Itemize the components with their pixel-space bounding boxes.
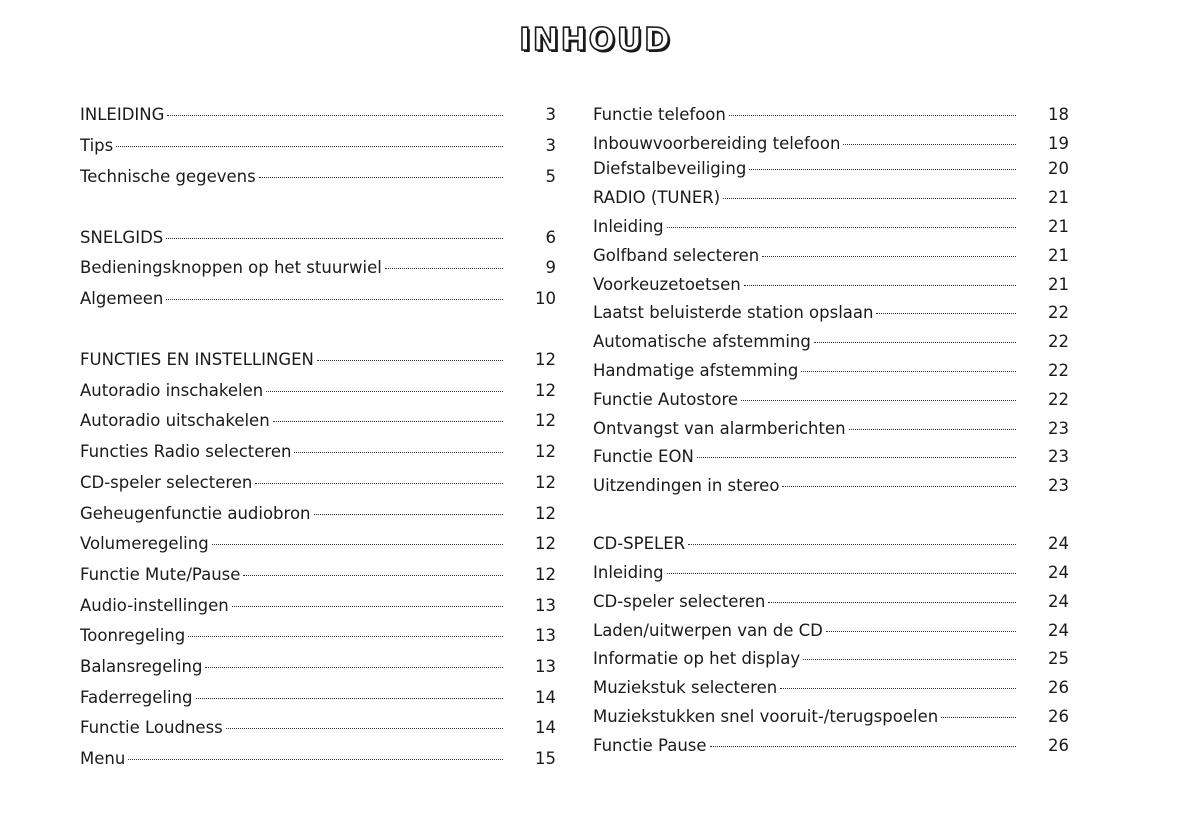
- toc-entry-label: Ontvangst van alarmberichten: [593, 419, 846, 438]
- toc-entry[interactable]: [80, 226, 505, 250]
- dot-leader: [385, 268, 503, 269]
- toc-entry-label: Automatische afstemming: [593, 332, 811, 351]
- toc-entry[interactable]: [593, 244, 1018, 268]
- toc-entry-page: 20: [1048, 159, 1069, 178]
- dot-leader: [667, 227, 1016, 228]
- toc-entry-label: Functie Mute/Pause: [80, 565, 241, 584]
- dot-leader: [212, 544, 503, 545]
- toc-entry[interactable]: [593, 388, 1018, 412]
- dot-leader: [667, 573, 1016, 574]
- toc-entry-label: SNELGIDS: [80, 228, 164, 247]
- toc-entry-label: Geheugenfunctie audiobron: [80, 504, 311, 523]
- toc-entry[interactable]: [80, 348, 505, 372]
- toc-entry-label: Autoradio inschakelen: [80, 381, 264, 400]
- toc-entry-page: 14: [535, 688, 556, 707]
- toc-entry-label: FUNCTIES EN INSTELLINGEN: [80, 350, 314, 369]
- toc-entry-label: Functie Autostore: [593, 390, 739, 409]
- toc-entry-label: Inleiding: [593, 563, 664, 582]
- dot-leader: [166, 299, 503, 300]
- dot-leader: [196, 698, 503, 699]
- toc-entry-label: Informatie op het display: [593, 649, 801, 668]
- toc-entry-page: 6: [545, 228, 556, 247]
- toc-entry-page: 24: [1048, 621, 1069, 640]
- toc-entry[interactable]: [80, 563, 505, 587]
- dot-leader: [294, 452, 503, 453]
- toc-entry[interactable]: [593, 445, 1018, 469]
- toc-entry-label: Functie telefoon: [593, 105, 726, 124]
- toc-entry[interactable]: [593, 186, 1018, 210]
- toc-entry-label: Voorkeuzetoetsen: [593, 275, 741, 294]
- dot-leader: [243, 575, 503, 576]
- toc-entry-label: Muziekstukken snel vooruit-/terugspoelen: [593, 707, 939, 726]
- toc-entry[interactable]: [80, 440, 505, 464]
- dot-leader: [849, 429, 1016, 430]
- dot-leader: [941, 717, 1016, 718]
- toc-entry-label: Toonregeling: [80, 626, 186, 645]
- dot-leader: [314, 514, 503, 515]
- toc-entry-page: 14: [535, 718, 556, 737]
- dot-leader: [876, 313, 1016, 314]
- dot-leader: [729, 115, 1016, 116]
- toc-entry-page: 22: [1048, 332, 1069, 351]
- toc-entry-page: 21: [1048, 188, 1069, 207]
- toc-entry[interactable]: [80, 686, 505, 710]
- toc-entry-label: Diefstalbeveiliging: [593, 159, 747, 178]
- dot-leader: [814, 342, 1016, 343]
- toc-entry[interactable]: [593, 590, 1018, 614]
- toc-entry-page: 12: [535, 381, 556, 400]
- toc-entry-page: 26: [1048, 678, 1069, 697]
- toc-entry[interactable]: [593, 273, 1018, 297]
- dot-leader: [744, 285, 1016, 286]
- page-title: INHOUD: [519, 22, 672, 58]
- toc-entry-label: CD-SPELER: [593, 534, 686, 553]
- toc-entry[interactable]: [80, 747, 505, 771]
- dot-leader: [801, 371, 1016, 372]
- toc-entry-page: 25: [1048, 649, 1069, 668]
- toc-entry-page: 12: [535, 565, 556, 584]
- toc-entry-page: 12: [535, 350, 556, 369]
- toc-entry-page: 13: [535, 626, 556, 645]
- toc-entry-label: Functie Pause: [593, 736, 707, 755]
- toc-entry[interactable]: [593, 132, 1018, 156]
- toc-entry-label: Tips: [80, 136, 114, 155]
- dot-leader: [688, 544, 1016, 545]
- toc-entry-label: Menu: [80, 749, 126, 768]
- dot-leader: [128, 759, 503, 760]
- toc-entry-page: 21: [1048, 217, 1069, 236]
- dot-leader: [723, 198, 1016, 199]
- toc-entry[interactable]: [593, 647, 1018, 671]
- dot-leader: [782, 486, 1016, 487]
- toc-entry-page: 22: [1048, 303, 1069, 322]
- toc-entry[interactable]: [593, 157, 1018, 181]
- toc-entry-page: 12: [535, 411, 556, 430]
- toc-entry[interactable]: [593, 103, 1018, 127]
- toc-entry-label: Technische gegevens: [80, 167, 256, 186]
- toc-entry-page: 12: [535, 473, 556, 492]
- toc-entry-page: 12: [535, 534, 556, 553]
- toc-entry-label: Audio-instellingen: [80, 596, 229, 615]
- toc-entry-label: Faderregeling: [80, 688, 193, 707]
- toc-entry[interactable]: [80, 256, 505, 280]
- toc-entry[interactable]: [80, 103, 505, 127]
- toc-entry-label: Volumeregeling: [80, 534, 209, 553]
- toc-entry-label: CD-speler selecteren: [80, 473, 253, 492]
- toc-entry[interactable]: [80, 134, 505, 158]
- toc-entry[interactable]: [593, 532, 1018, 556]
- dot-leader: [710, 746, 1016, 747]
- toc-entry[interactable]: [80, 471, 505, 495]
- toc-entry[interactable]: [80, 655, 505, 679]
- toc-entry[interactable]: [593, 705, 1018, 729]
- toc-entry-page: 24: [1048, 592, 1069, 611]
- toc-entry-page: 12: [535, 442, 556, 461]
- dot-leader: [226, 728, 503, 729]
- toc-entry-label: Balansregeling: [80, 657, 203, 676]
- toc-entry-label: Inbouwvoorbereiding telefoon: [593, 134, 841, 153]
- dot-leader: [116, 146, 503, 147]
- toc-entry-label: Functie Loudness: [80, 718, 223, 737]
- toc-entry-label: Muziekstuk selecteren: [593, 678, 778, 697]
- toc-entry-label: RADIO (TUNER): [593, 188, 721, 207]
- dot-leader: [741, 400, 1016, 401]
- toc-entry[interactable]: [593, 619, 1018, 643]
- dot-leader: [826, 631, 1016, 632]
- dot-leader: [166, 238, 503, 239]
- dot-leader: [167, 115, 503, 116]
- dot-leader: [803, 659, 1016, 660]
- toc-entry-page: 10: [535, 289, 556, 308]
- toc-entry-page: 22: [1048, 390, 1069, 409]
- toc-entry[interactable]: [80, 716, 505, 740]
- dot-leader: [188, 636, 503, 637]
- toc-entry-label: INLEIDING: [80, 105, 165, 124]
- toc-entry-label: CD-speler selecteren: [593, 592, 766, 611]
- dot-leader: [273, 421, 503, 422]
- toc-entry-page: 3: [545, 136, 556, 155]
- toc-entry-page: 23: [1048, 476, 1069, 495]
- toc-entry-page: 22: [1048, 361, 1069, 380]
- toc-entry-page: 19: [1048, 134, 1069, 153]
- toc-entry-label: Laatst beluisterde station opslaan: [593, 303, 874, 322]
- toc-entry[interactable]: [593, 734, 1018, 758]
- toc-entry-label: Handmatige afstemming: [593, 361, 799, 380]
- toc-entry-page: 9: [545, 258, 556, 277]
- toc-entry-page: 12: [535, 504, 556, 523]
- toc-entry[interactable]: [593, 417, 1018, 441]
- dot-leader: [317, 360, 503, 361]
- toc-entry-page: 26: [1048, 707, 1069, 726]
- toc-entry[interactable]: [80, 379, 505, 403]
- toc-entry[interactable]: [80, 502, 505, 526]
- toc-entry-label: Golfband selecteren: [593, 246, 760, 265]
- toc-entry[interactable]: [593, 215, 1018, 239]
- toc-entry[interactable]: [80, 594, 505, 618]
- dot-leader: [749, 169, 1016, 170]
- dot-leader: [259, 177, 503, 178]
- toc-entry[interactable]: [80, 287, 505, 311]
- toc-entry-label: Uitzendingen in stereo: [593, 476, 780, 495]
- dot-leader: [697, 457, 1016, 458]
- toc-entry-label: Bedieningsknoppen op het stuurwiel: [80, 258, 382, 277]
- toc-entry-page: 3: [545, 105, 556, 124]
- toc-entry-label: Inleiding: [593, 217, 664, 236]
- toc-entry[interactable]: [593, 676, 1018, 700]
- toc-entry-page: 24: [1048, 563, 1069, 582]
- dot-leader: [762, 256, 1016, 257]
- toc-entry-page: 13: [535, 657, 556, 676]
- toc-entry-page: 5: [545, 167, 556, 186]
- toc-entry-page: 26: [1048, 736, 1069, 755]
- toc-entry-page: 13: [535, 596, 556, 615]
- toc-entry[interactable]: [593, 301, 1018, 325]
- toc-entry-page: 21: [1048, 275, 1069, 294]
- toc-entry-page: 18: [1048, 105, 1069, 124]
- dot-leader: [768, 602, 1016, 603]
- toc-entry-page: 15: [535, 749, 556, 768]
- dot-leader: [205, 667, 503, 668]
- toc-entry[interactable]: [80, 624, 505, 648]
- toc-entry-label: Laden/uitwerpen van de CD: [593, 621, 823, 640]
- toc-entry[interactable]: [593, 474, 1018, 498]
- toc-entry-page: 24: [1048, 534, 1069, 553]
- toc-entry-page: 21: [1048, 246, 1069, 265]
- dot-leader: [843, 144, 1016, 145]
- toc-entry-label: Autoradio uitschakelen: [80, 411, 270, 430]
- toc-entry-page: 23: [1048, 447, 1069, 466]
- dot-leader: [266, 391, 503, 392]
- toc-entry[interactable]: [80, 165, 505, 189]
- dot-leader: [780, 688, 1016, 689]
- toc-entry-label: Functies Radio selecteren: [80, 442, 292, 461]
- dot-leader: [232, 606, 503, 607]
- toc-entry-page: 23: [1048, 419, 1069, 438]
- dot-leader: [255, 483, 503, 484]
- toc-entry[interactable]: [593, 561, 1018, 585]
- toc-entry[interactable]: [593, 359, 1018, 383]
- toc-entry[interactable]: [80, 409, 505, 433]
- toc-entry[interactable]: [80, 532, 505, 556]
- toc-entry[interactable]: [593, 330, 1018, 354]
- toc-entry-label: Functie EON: [593, 447, 694, 466]
- toc-entry-label: Algemeen: [80, 289, 164, 308]
